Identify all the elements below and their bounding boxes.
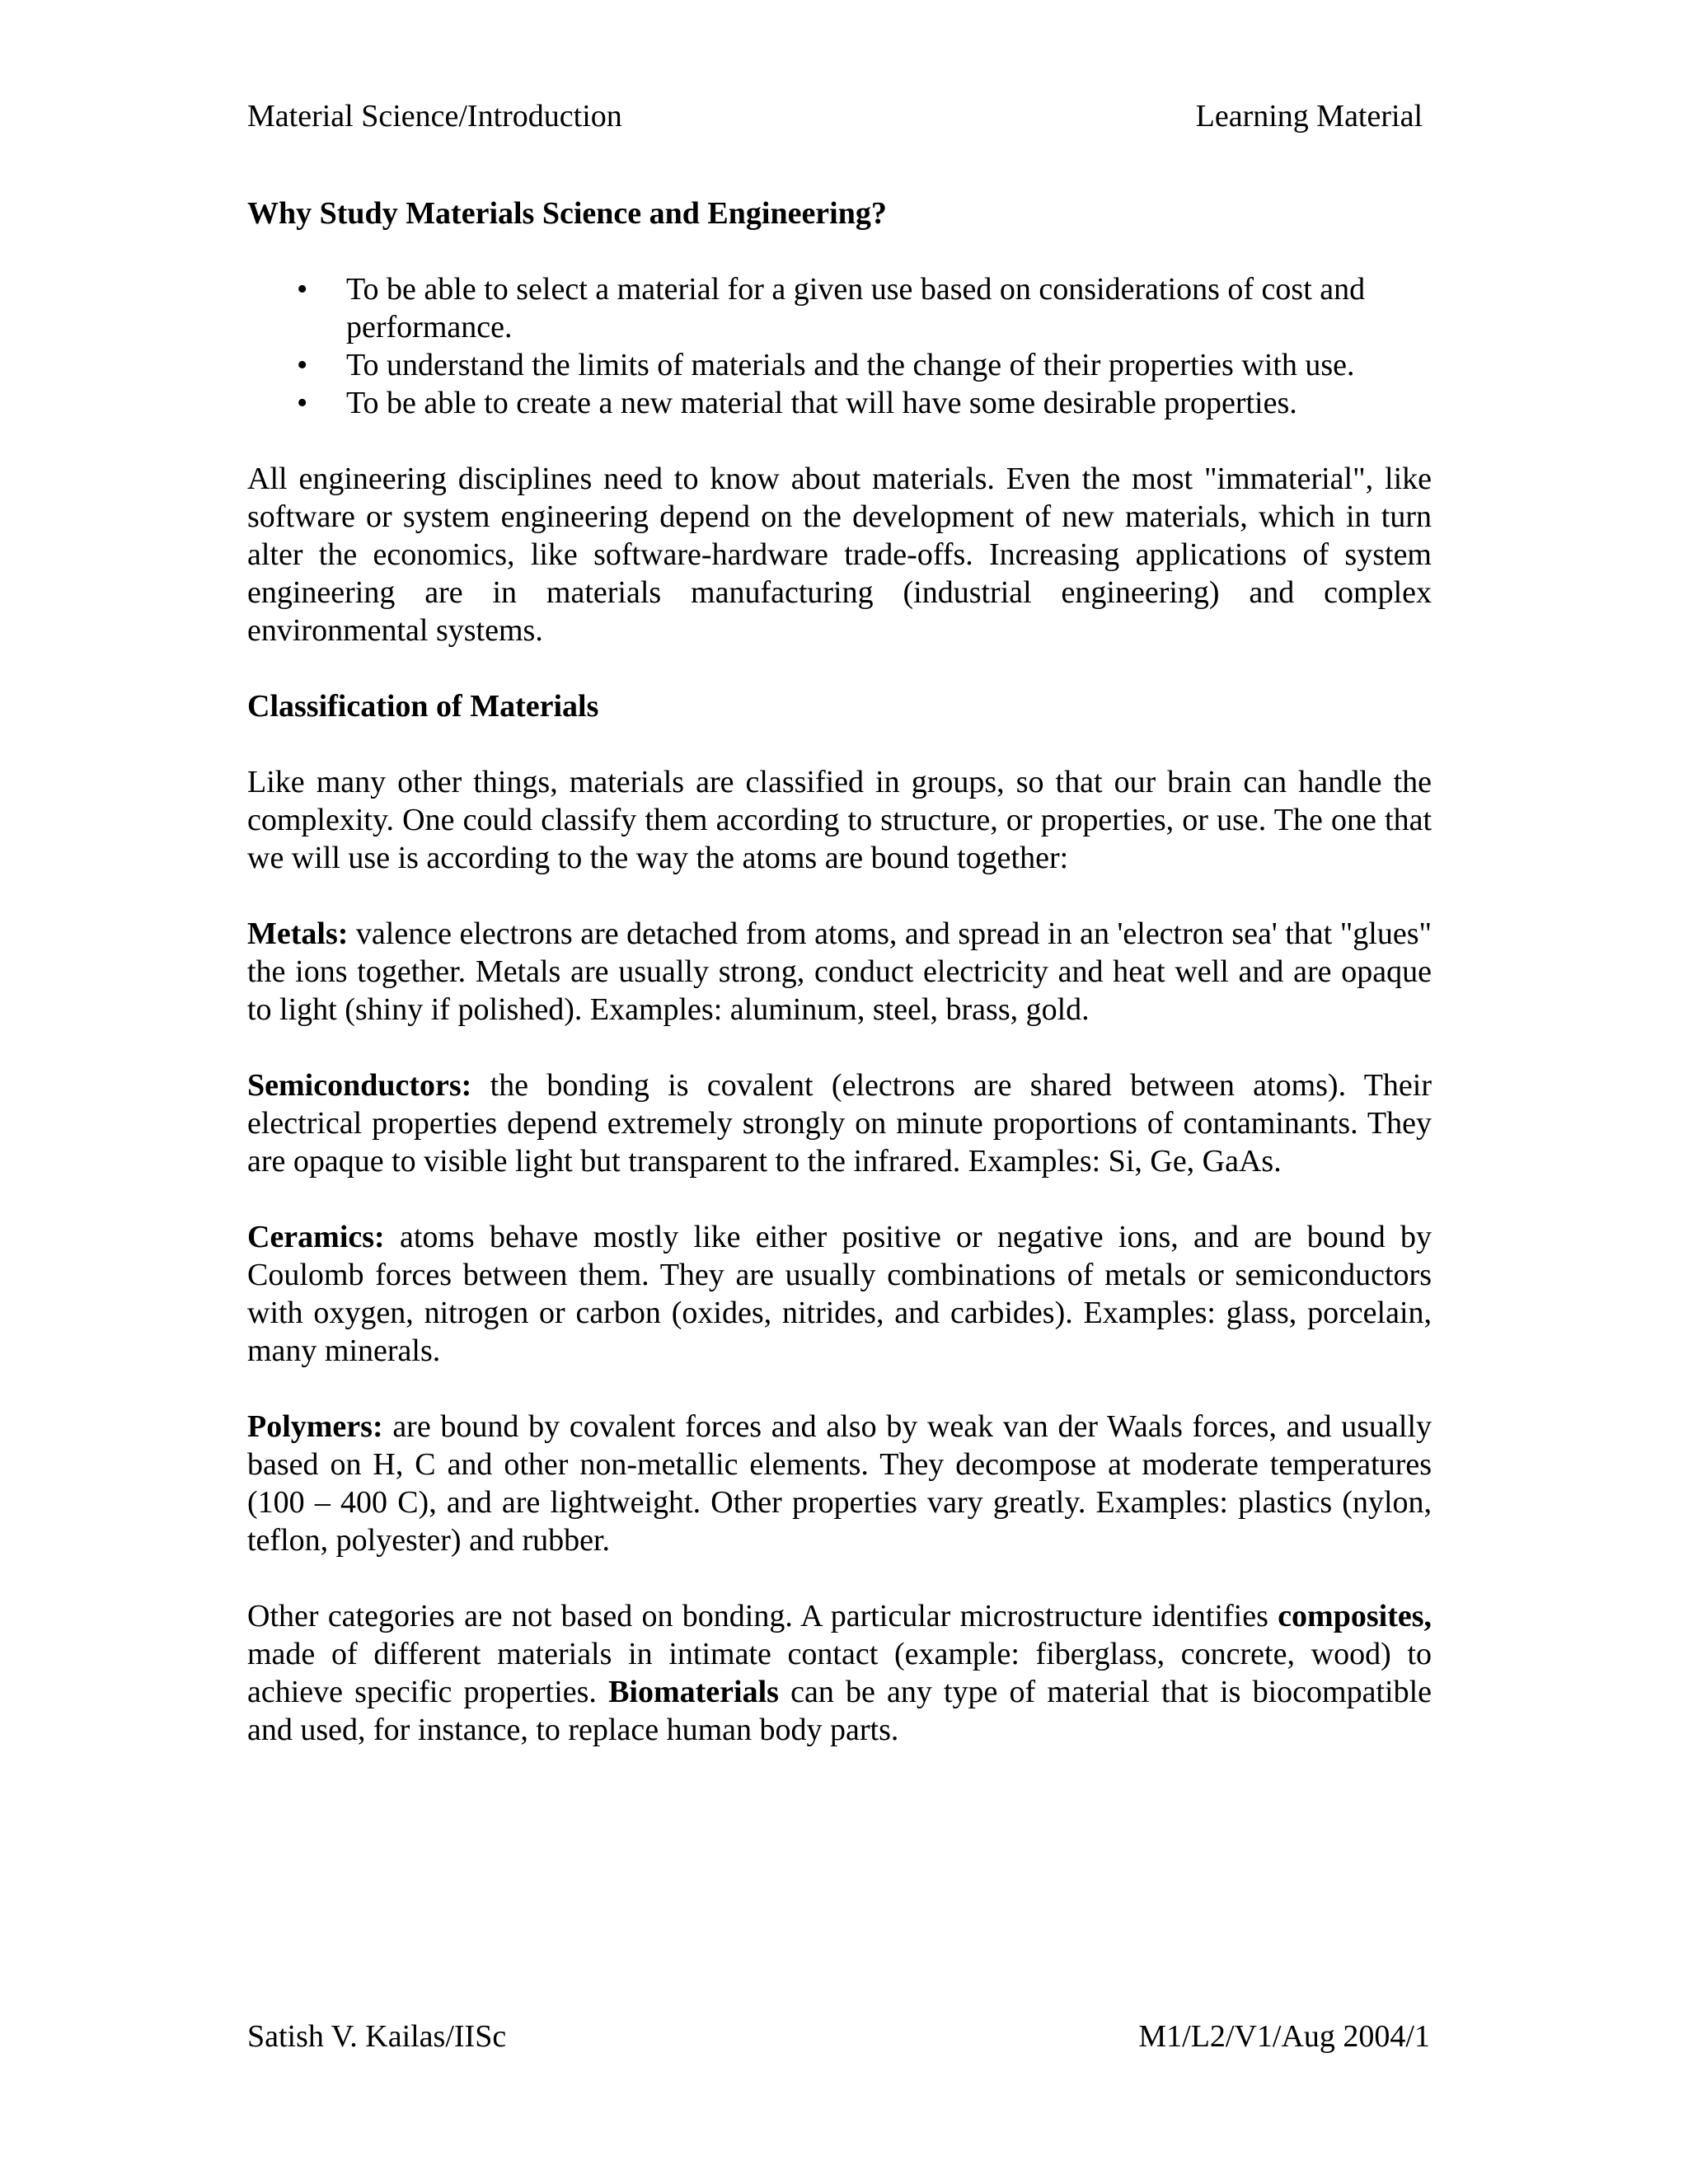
other-categories-text-3: can be any type of material that is biocompatible and used, for instance, to replace human body parts. [247,1675,1432,1747]
document-body [247,194,1432,1787]
list-item [247,346,1432,384]
list-item-text: To be able to create a new material that will have some desirable properties. [346,386,1297,420]
polymers-paragraph [247,1408,1432,1559]
section-heading-why-study: Why Study Materials Science and Engineering? [247,196,887,231]
semiconductors-description: the bonding is covalent (electrons are shared between atoms). Their electrical properties depend extremely strongly on minute proportions of contaminants. They are opaque to visible light but transparent to the infrared. Examples: Si, Ge, GaAs. [247,1068,1432,1179]
ceramics-paragraph [247,1218,1432,1370]
metals-description: valence electrons are detached from atoms, and spread in an 'electron sea' that "glues" the ions together. Metals are usually strong, conduct electricity and heat well and are opaque to light (shiny if polished). Examples: aluminum, steel, brass, gold. [247,916,1432,1027]
polymers-term: Polymers: [247,1409,383,1444]
footer-author: Satish V. Kailas/IISc [247,2019,507,2054]
engineering-disciplines-paragraph: All engineering disciplines need to know about materials. Even the most "immaterial", like software or system engineering depend on the development of new materials, which in turn alter the economics, like software-hardware trade-offs. Increasing applications of system engineering are in materials manufacturing (industrial engineering) and complex environmental systems. [247,462,1432,648]
other-categories-paragraph [247,1597,1432,1749]
list-item [247,384,1432,422]
metals-term: Metals: [247,916,349,951]
composites-term: composites, [1278,1599,1432,1633]
bullet-icon: • [297,348,308,382]
list-item-text: To be able to select a material for a given use based on considerations of cost and performance. [346,272,1366,344]
polymers-description: are bound by covalent forces and also by weak van der Waals forces, and usually based on H, C and other non-metallic elements. They decompose at moderate temperatures (100 – 400 C), and are lightweight. Other properties vary greatly. Examples: plastics (nylon, teflon, polyester) and rubber. [247,1409,1432,1558]
semiconductors-term: Semiconductors: [247,1068,472,1103]
list-item [247,270,1432,346]
ceramics-term: Ceramics: [247,1220,385,1254]
metals-paragraph [247,915,1432,1029]
other-categories-text-1: Other categories are not based on bonding. A particular microstructure identifies [247,1599,1278,1633]
biomaterials-term: Biomaterials [608,1675,779,1709]
other-categories-text-2: made of different materials in intimate contact (example: fiberglass, concrete, wood) to achieve specific properties. [247,1637,1432,1709]
bullet-icon: • [297,272,308,307]
semiconductors-paragraph [247,1066,1432,1180]
section-heading-classification: Classification of Materials [247,689,599,724]
ceramics-description: atoms behave mostly like either positive or negative ions, and are bound by Coulomb forces between them. They are usually combinations of metals or semiconductors with oxygen, nitrogen or carbon (oxides, nitrides, and carbides). Examples: glass, porcelain, many minerals. [247,1220,1432,1368]
bullet-icon: • [297,386,308,420]
list-item-text: To understand the limits of materials and the change of their properties with use. [346,348,1355,382]
footer-page-reference: M1/L2/V1/Aug 2004/1 [1138,2019,1430,2054]
header-right-text: Learning Material [1195,99,1423,134]
reasons-list [247,270,1432,422]
header-left-text: Material Science/Introduction [247,99,622,134]
classification-intro-paragraph: Like many other things, materials are classified in groups, so that our brain can handle the complexity. One could classify them according to structure, or properties, or use. The one that we will use is according to the way the atoms are bound together: [247,765,1432,875]
